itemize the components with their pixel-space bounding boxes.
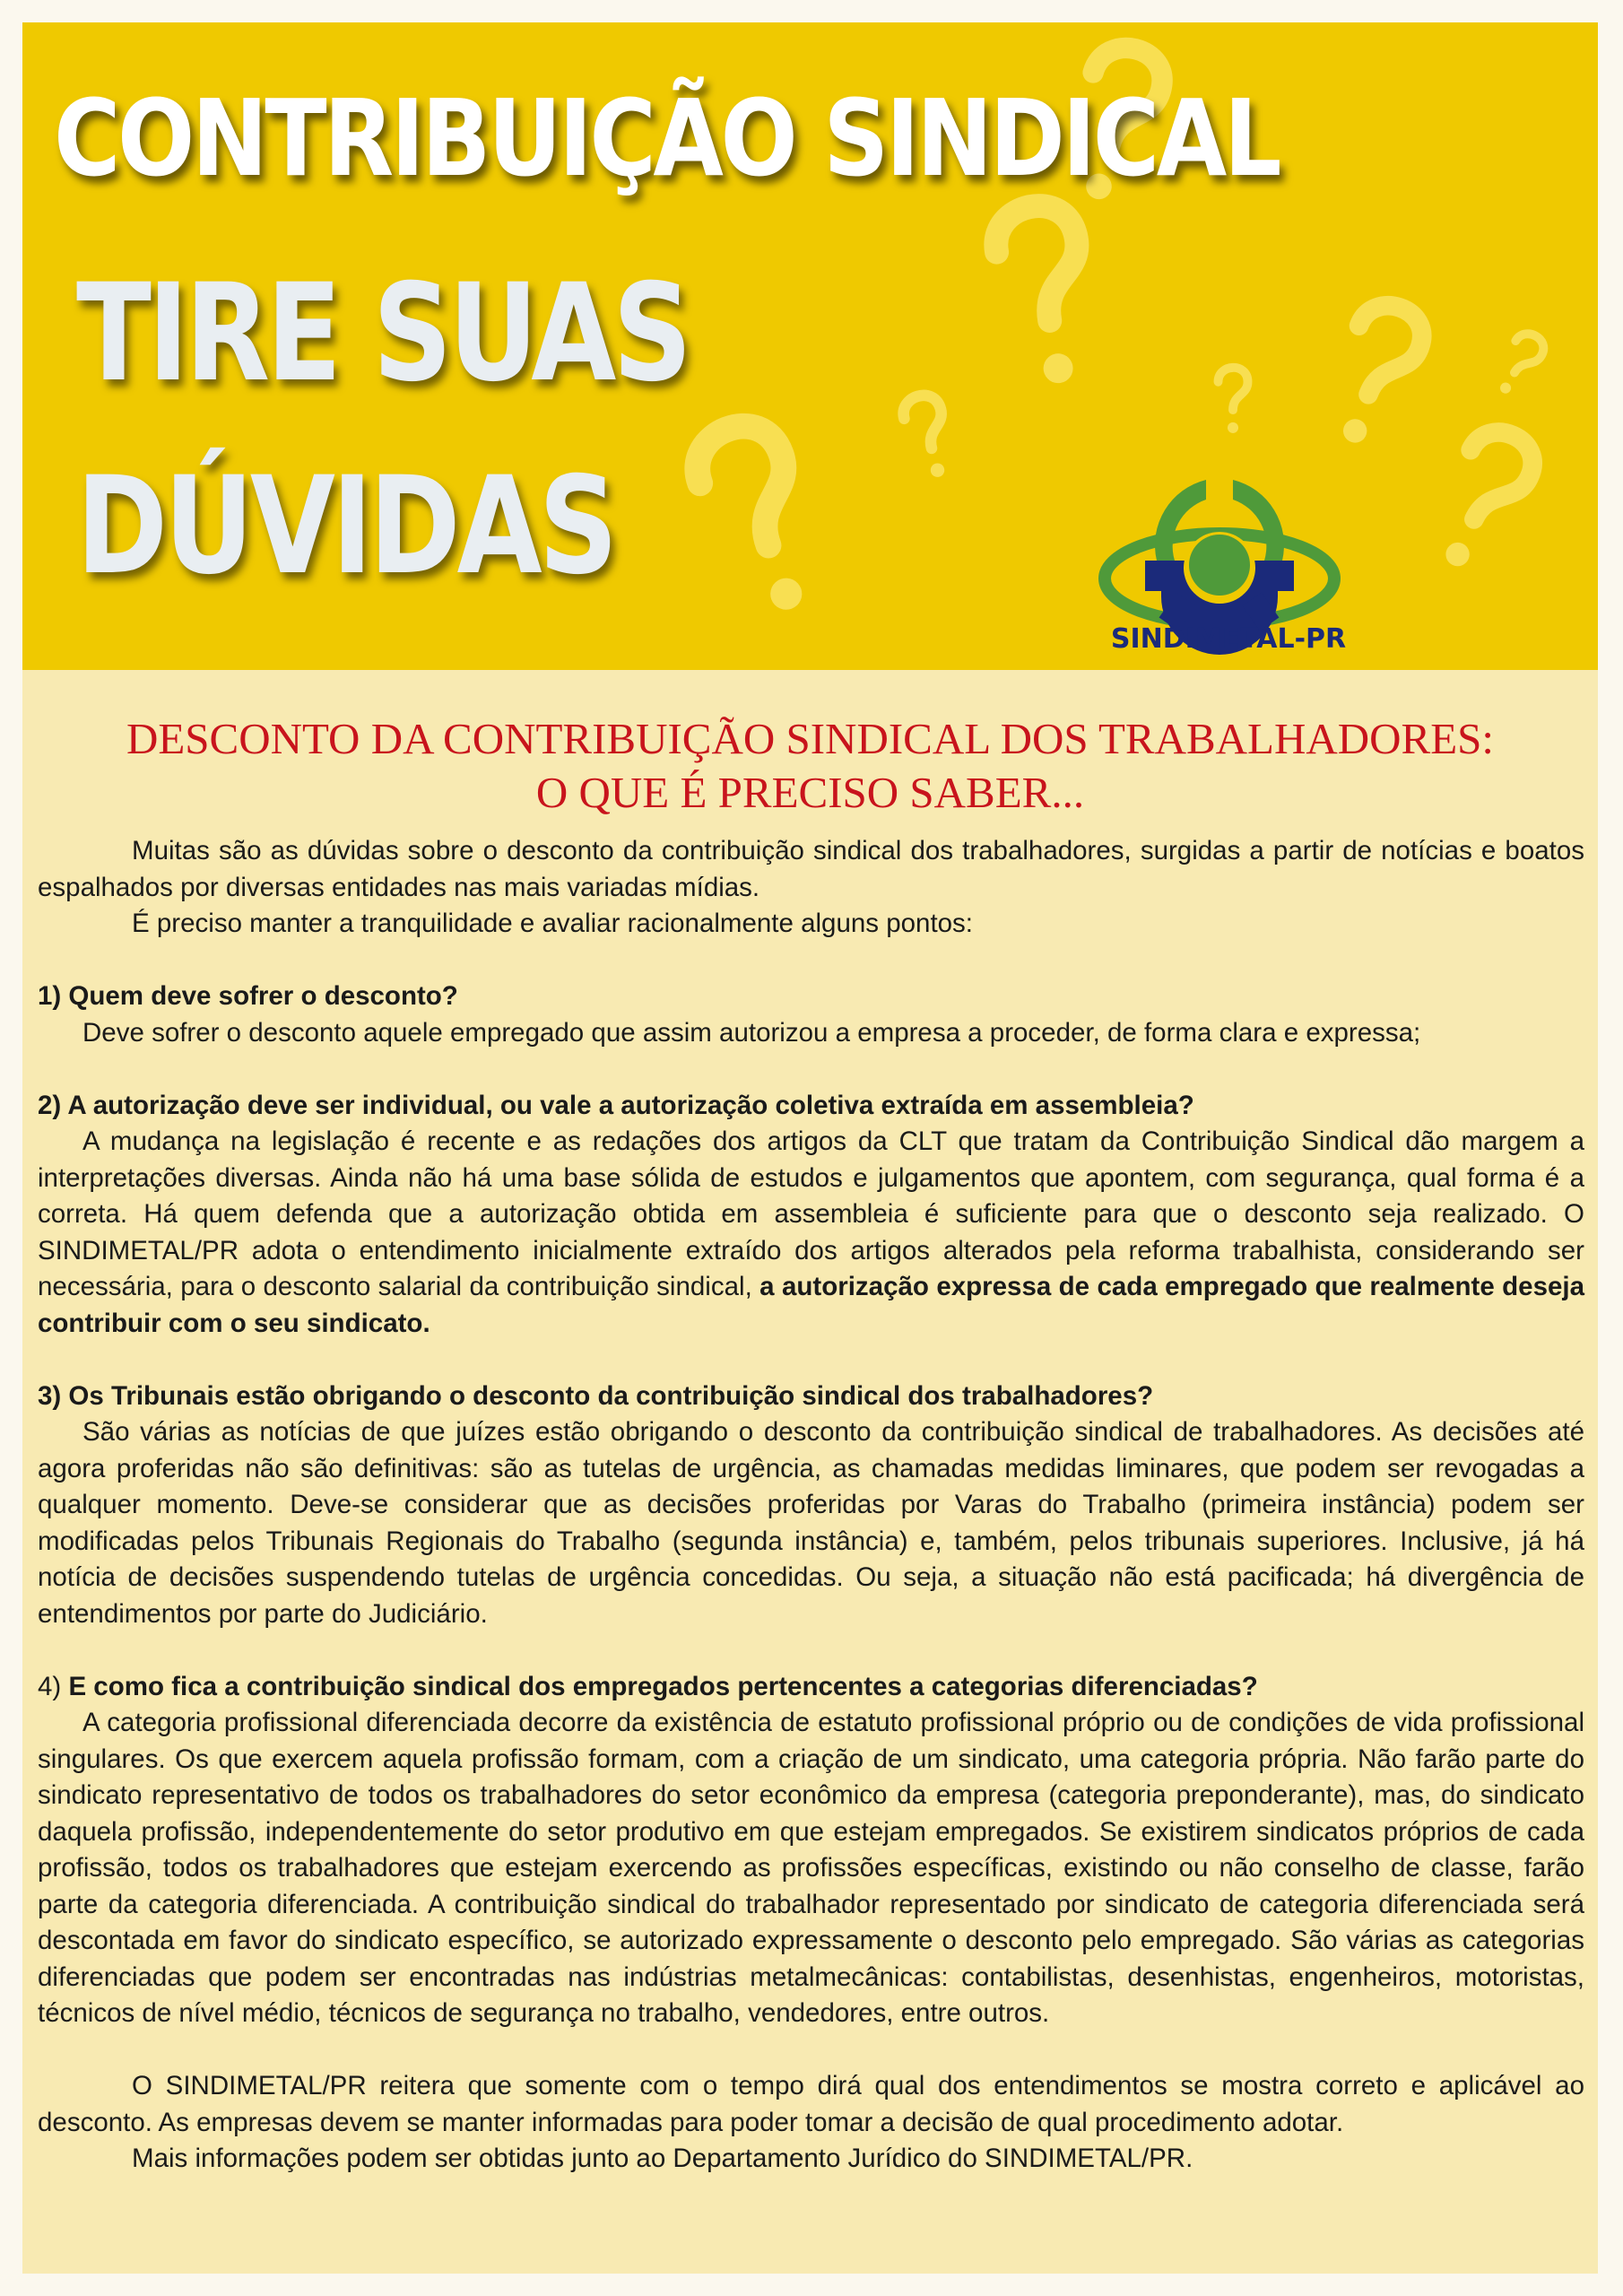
subheadline-line1: TIRE SUAS bbox=[76, 256, 689, 412]
answer-2 bbox=[38, 1124, 1584, 1342]
question-mark-decoration-icon bbox=[1297, 273, 1456, 471]
logo-wordmark: SINDIMETAL-PR bbox=[1110, 623, 1347, 655]
answer-1: Deve sofrer o desconto aquele empregado que assim autorizou a empresa a proceder, de forma clara e expressa; bbox=[82, 1017, 1421, 1048]
article-title-line1: DESCONTO DA CONTRIBUIÇÃO SINDICAL DOS TRABALHADORES: bbox=[126, 714, 1494, 763]
question-mark-decoration-icon bbox=[651, 383, 864, 648]
question-mark-decoration-icon bbox=[1209, 360, 1258, 439]
answer-4: A categoria profissional diferenciada decorre da existência de estatuto profissional próprio ou de condições de vida profissional singulares. Os que exercem aquela profissão formam, com a criação de um sindicato, uma categoria própria. Não farão parte do sindicato representativo de todos os trabalhadores do setor econômico da empresa (categoria preponderante), mas, do sindicato daquela profissão, independentemente do setor produtivo em que estejam empregados. Se existirem sindicatos próprios de cada profissão, todos os trabalhadores que estejam exercendo as profissões específicas, existindo ou não conselho de classe, farão parte da categoria diferenciada. A contribuição sindical do trabalhador representado por sindicato de categoria diferenciada será descontada em favor do sindicato específico, se autorizado expressamente o desconto pelo empregado. São várias as categorias diferenciadas que podem ser encontradas nas indústrias metalmecânicas: contabilistas, desenhistas, engenheiros, motoristas, técnicos de nível médio, técnicos de segurança no trabalho, vendedores, entre outros. bbox=[38, 1708, 1584, 2028]
closing-paragraph: O SINDIMETAL/PR reitera que somente com o tempo dirá qual dos entendimentos se mostra correto e aplicável ao desconto. As empresas devem se manter informadas para poder tomar a decisão de qual procedimento adotar. bbox=[38, 2071, 1584, 2137]
answer-3: São várias as notícias de que juízes estão obrigando o desconto da contribuição sindical de trabalhadores. As decisões até agora proferidas não são definitivas: são as tutelas de urgência, as chamadas medidas liminares, que podem ser revogadas a qualquer momento. Deve-se considerar que as decisões proferidas por Varas do Trabalho (primeira instância) podem ser modificadas pelos Tribunais Regionais do Trabalho (segunda instância) e, também, pelos tribunais superiores. Inclusive, já há notícia de decisões suspendendo tutelas de urgência concedidas. Ou seja, a situação não está pacificada; há divergência de entendimentos por parte do Judiciário. bbox=[38, 1417, 1584, 1629]
article-title-line2: O QUE É PRECISO SABER... bbox=[535, 768, 1085, 817]
question-1: 1) Quem deve sofrer o desconto? bbox=[38, 981, 458, 1011]
subheadline-line2: DÚVIDAS bbox=[76, 448, 615, 604]
header-banner bbox=[22, 22, 1598, 670]
question-4-text: E como fica a contribuição sindical dos empregados pertencentes a categorias diferenciadas? bbox=[68, 1671, 1258, 1701]
contact-note: Mais informações podem ser obtidas junto ao Departamento Jurídico do SINDIMETAL/PR. bbox=[132, 2144, 1193, 2173]
intro-paragraph: Muitas são as dúvidas sobre o desconto da contribuição sindical dos trabalhadores, surgidas a partir de notícias e boatos espalhados por diversas entidades nas mais variadas mídias. bbox=[38, 836, 1584, 902]
question-2: 2) A autorização deve ser individual, ou vale a autorização coletiva extraída em assembleia? bbox=[38, 1090, 1194, 1120]
question-4 bbox=[38, 1669, 1584, 1706]
question-4-number: 4) bbox=[38, 1671, 69, 1701]
question-3: 3) Os Tribunais estão obrigando o desconto da contribuição sindical dos trabalhadores? bbox=[38, 1380, 1154, 1411]
question-mark-decoration-icon bbox=[885, 378, 972, 491]
spacer bbox=[38, 2032, 1584, 2069]
article-body bbox=[38, 833, 1584, 2178]
flyer-page bbox=[22, 22, 1598, 2274]
headline: CONTRIBUIÇÃO SINDICAL bbox=[54, 76, 1280, 200]
question-mark-decoration-icon bbox=[1479, 317, 1561, 410]
question-mark-decoration-icon bbox=[1399, 397, 1569, 599]
answer-2-text: A mudança na legislação é recente e as redações dos artigos da CLT que tratam da Contribuição Sindical dão margem a interpretações diversas. Ainda não há uma base sólida de estudos e julgamentos que apontem, com segurança, qual forma é a correta. Há quem defenda que a autorização obtida em assembleia é suficiente para que o desconto seja realizado. O SINDIMETAL/PR adota o entendimento inicialmente extraído dos artigos alterados pela reforma trabalhista, considerando ser necessária, para o desconto salarial da contribuição sindical, bbox=[38, 1126, 1584, 1301]
intro-paragraph: É preciso manter a tranquilidade e avaliar racionalmente alguns pontos: bbox=[132, 909, 973, 938]
answer-2-emphasis: a autorização expressa de cada empregado que realmente deseja contribuir com o seu sindicato. bbox=[38, 1272, 1585, 1338]
